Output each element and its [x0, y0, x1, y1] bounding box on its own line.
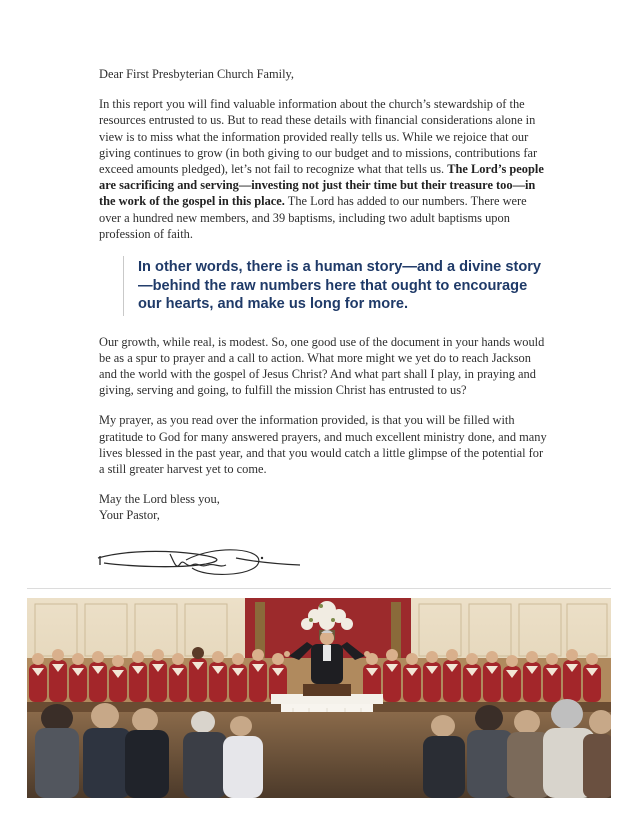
section-divider [27, 588, 611, 589]
paragraph-stewardship-text-a: In this report you will find valuable information about the church’s stewardship of the resources entrusted to us. But to read these details with financial considerations alone in view is to miss what the information provided really tells us. While we rejoice that our giving continues to grow (in both giving to our budget and to missions, contributions far exceed amounts pledged), let’s not fail to recognize what that tells us. [99, 97, 538, 177]
paragraph-growth: Our growth, while real, is modest. So, one good use of the document in your hands would be as a spur to prayer and a call to action. What more might we yet do to reach Jackson and the world with the gospel of Jesus Christ? And what part shall I play, in praying and giving, serving and going, to fulfill the mission Christ has entrusted to us? [99, 334, 545, 398]
paragraph-stewardship-text-b: The Lord has added to our numbers. There were over a hundred new members, and 39 baptisms, including two adult baptisms upon profession of faith. [99, 194, 527, 241]
signature-drawing [96, 538, 306, 588]
letter [99, 66, 551, 612]
choir-worship-photo [27, 598, 611, 798]
closing-role: Your Pastor, [99, 508, 160, 523]
paragraph-prayer: My prayer, as you read over the information provided, is that you will be filled with gratitude to God for many answered prayers, and much excellent ministry done, and many lives blessed in the past year, and that you would catch a little glimpse of the potential for a still greater harvest yet to come. [99, 413, 547, 476]
choir-worship-illustration [27, 598, 611, 798]
signature [96, 538, 551, 588]
pull-quote: In other words, there is a human story—and a divine story—behind the raw numbers here that ought to encourage our hearts, and make us long for more. [123, 256, 551, 316]
paragraph-stewardship [99, 96, 551, 242]
paragraph-stewardship-emphasis: The Lord’s people are sacrificing and serving—investing not just their time but their treasure too—in the work of the gospel in this place. [99, 162, 544, 209]
closing-blessing: May the Lord bless you, [99, 492, 220, 507]
salutation: Dear First Presbyterian Church Family, [99, 67, 295, 81]
